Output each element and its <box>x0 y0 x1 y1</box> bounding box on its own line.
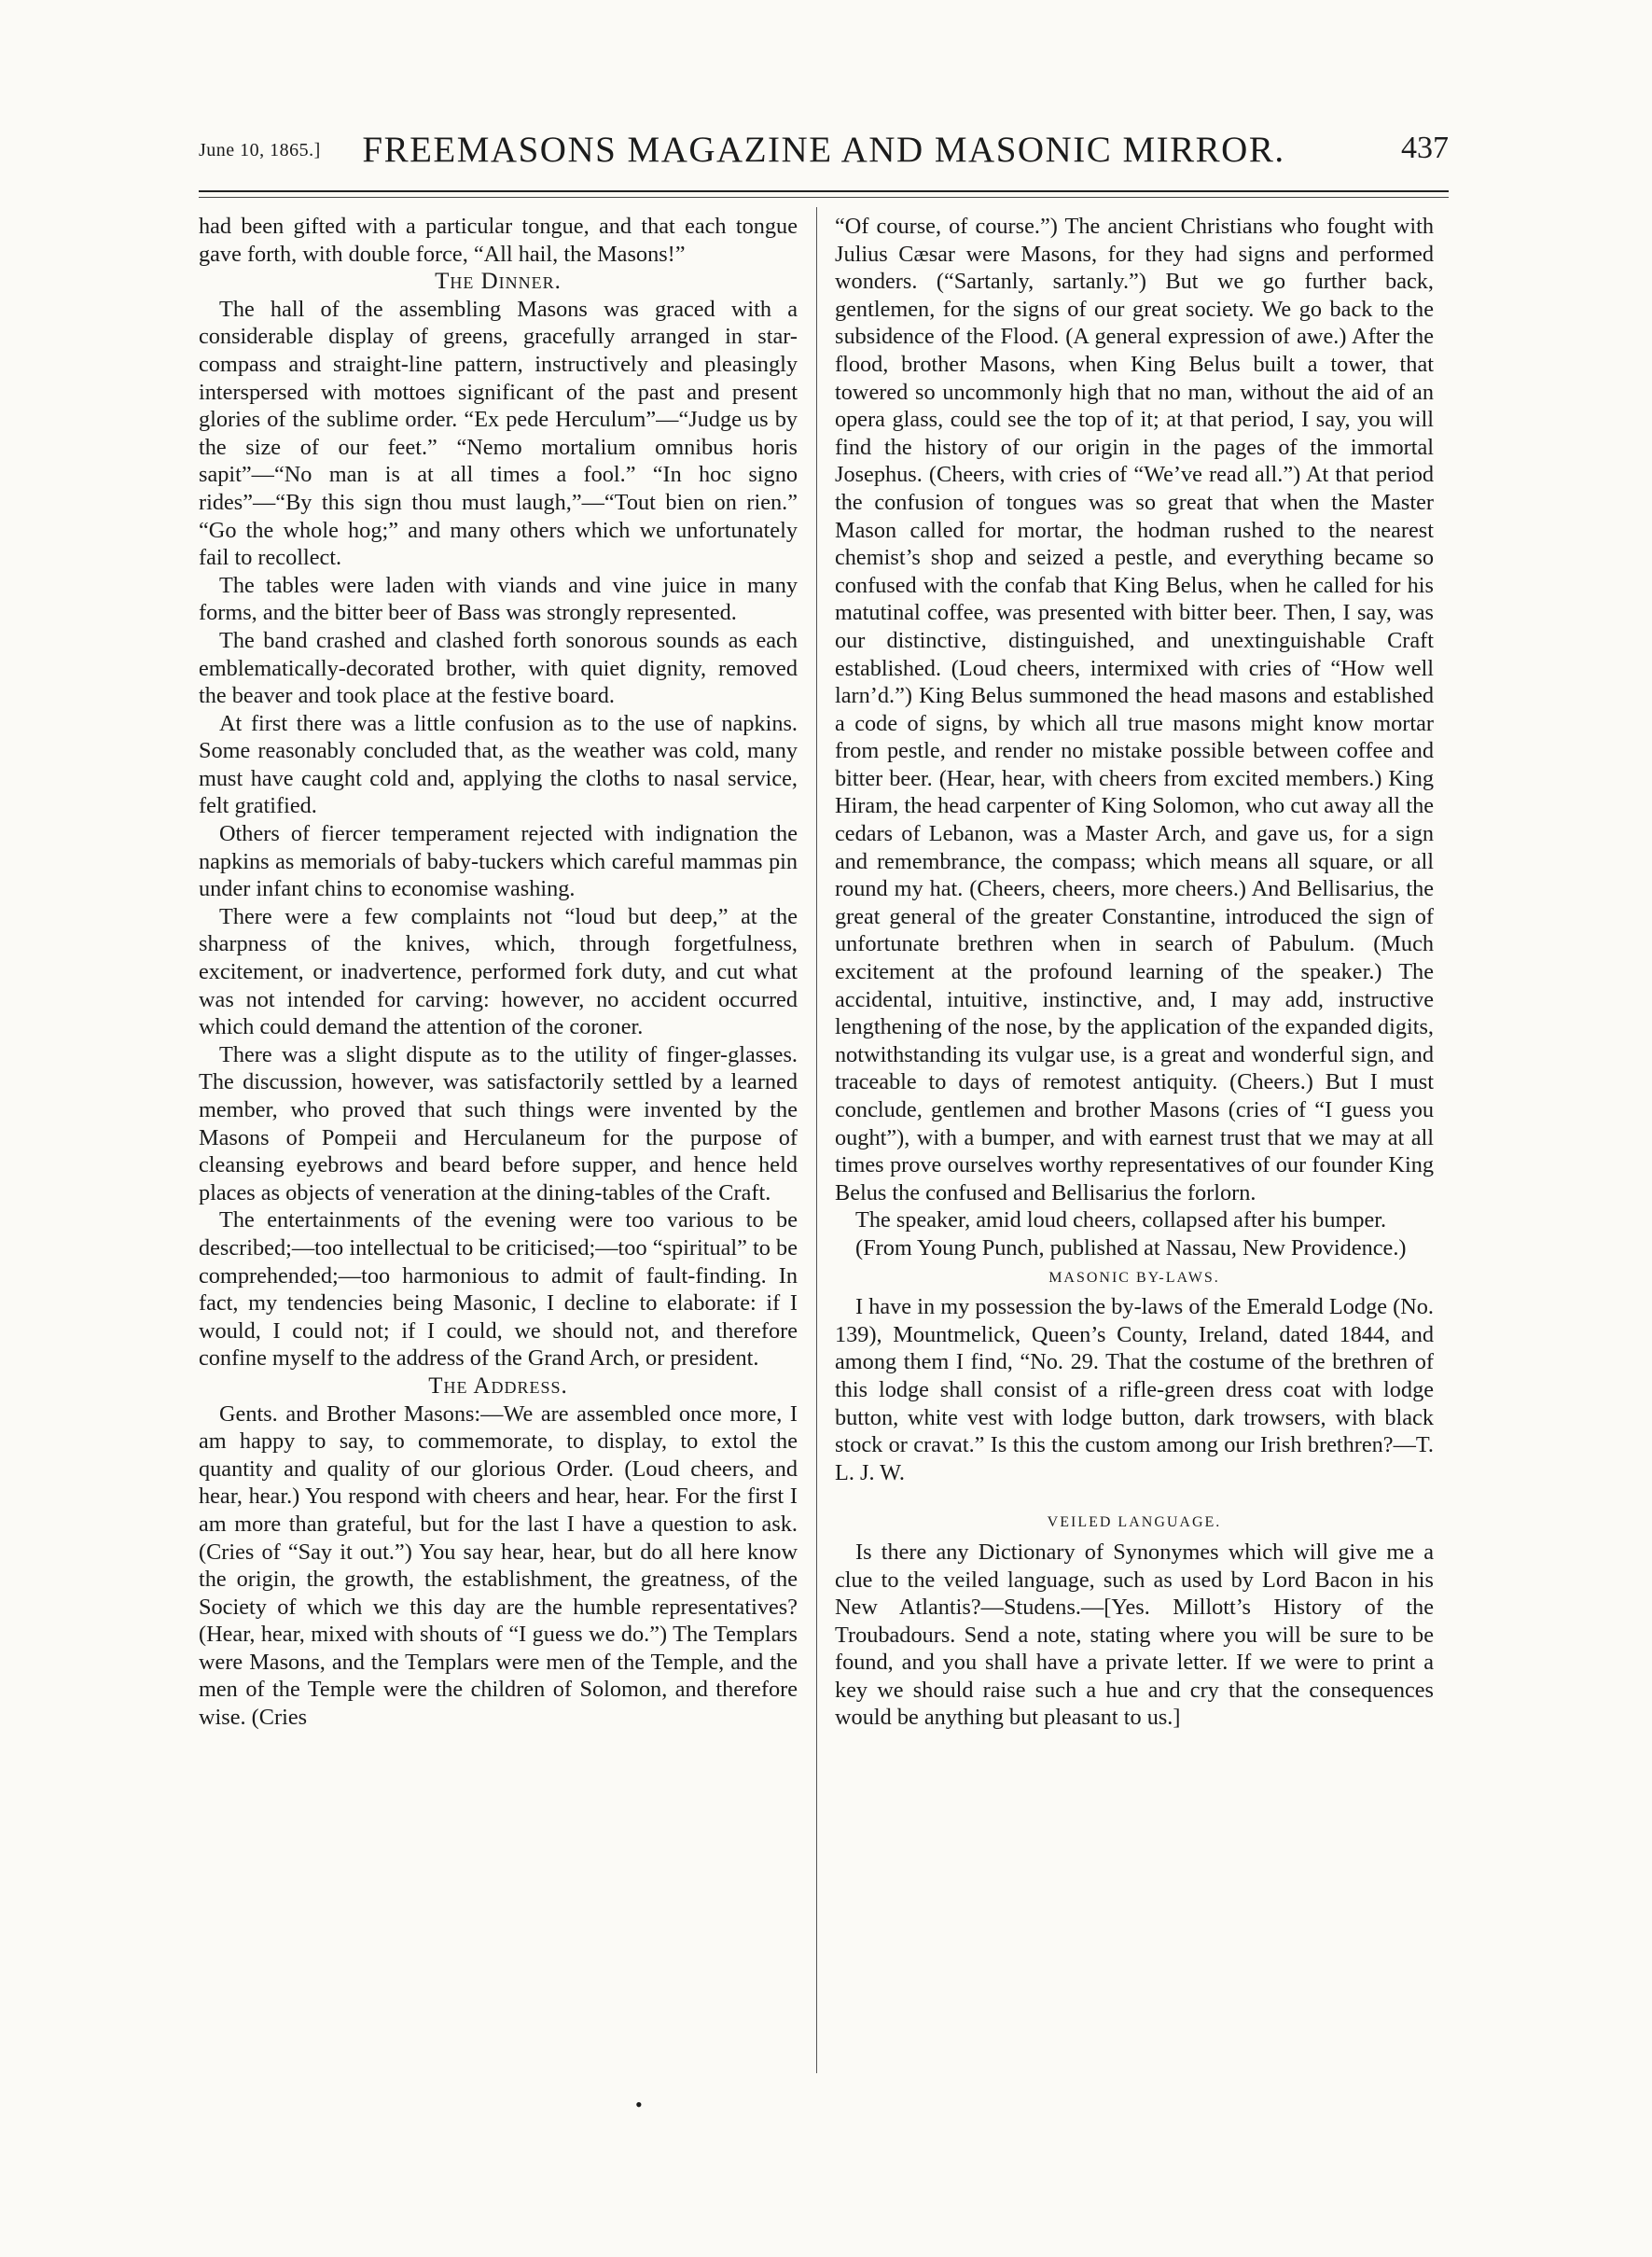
paragraph: At first there was a little confusion as to the use of napkins. Some reasonably concluded that, as the weather was cold, many must have caught cold and, applying the cloths to nasal service, felt gratified. <box>199 710 798 819</box>
footer-mark: • <box>635 2093 643 2116</box>
paragraph: “Of course, of course.”) The ancient Christians who fought with Julius Cæsar were Masons, for they had signs and performed wonders. (“Sartanly, sartanly.”) But we go further back, gentlemen, for the signs of our great society. We go back to the subsidence of the Flood. (A general expression of awe.) After the flood, brother Masons, when King Belus built a tower, that towered so uncommonly high that no man, without the aid of an opera glass, could see the top of it; at that period, I say, you will find the history of our origin in the pages of the immortal Josephus. (Cheers, with cries of “We’ve read all.”) At that period the confusion of tongues was so great that when the Master Mason called for mortar, the hodman rushed to the nearest chemist’s shop and seized a pestle, and everything became so confused with the confab that King Belus, when he called for his matutinal coffee, was presented with bitter beer. Then, I say, was our distinctive, distinguished, and unextinguishable Craft established. (Loud cheers, intermixed with cries of “How well larn’d.”) King Belus summoned the head masons and established a code of signs, by which all true masons might know mortar from pestle, and render no mistake possible between coffee and bitter beer. (Hear, hear, with cheers from excited members.) King Hiram, the head carpenter of King Solomon, who cut away all the cedars of Lebanon, was a Master Arch, and gave us, for a sign and remembrance, the compass; which means all square, or all round my hat. (Cheers, cheers, more cheers.) And Bellisarius, the great general of the greater Constantine, introduced the sign of unfortunate brethren when in search of Pabulum. (Much excitement at the profound learning of the speaker.) The accidental, intuitive, instinctive, and, I may add, instructive lengthening of the nose, by the application of the expanded digits, notwithstanding its vulgar use, is a great and wonderful sign, and traceable to days of remotest antiquity. (Cheers.) But I must conclude, gentlemen and brother Masons (cries of “I guess you ought”), with a bumper, and with earnest trust that we may at all times prove ourselves worthy representatives of our founder King Belus the confused and Bellisarius the forlorn. <box>835 214 1434 1205</box>
section-gap <box>835 1486 1434 1507</box>
left-column <box>199 213 798 1732</box>
section-heading-bylaws: MASONIC BY-LAWS. <box>1048 1269 1220 1286</box>
section-heading-veiled: VEILED LANGUAGE. <box>1047 1514 1222 1531</box>
section-heading-address: The Address. <box>428 1372 568 1399</box>
page-number: 437 <box>1401 131 1449 165</box>
magazine-title: FREEMASONS MAGAZINE AND MASONIC MIRROR. <box>362 130 1285 170</box>
right-column <box>835 213 1434 1732</box>
paragraph: The entertainments of the evening were too various to be described;—too intellectual to be criticised;—too “spiritual” to be comprehended;—too harmonious to admit of fault-finding. In fact, my tendencies being Masonic, I decline to elaborate: if I would, I could not; if I could, we should not, and therefore confine myself to the address of the Grand Arch, or president. <box>199 1207 798 1372</box>
paragraph: There was a slight dispute as to the utility of finger-glasses. The discussion, however, was satisfactorily settled by a learned member, who proved that such things were invented by the Masons of Pompeii and Herculaneum for the purpose of cleansing eyebrows and beard before supper, and hence held places as objects of veneration at the dining-tables of the Craft. <box>199 1041 798 1205</box>
paragraph: The tables were laden with viands and vine juice in many forms, and the bitter beer of Bass was strongly represented. <box>199 572 798 626</box>
paragraph: Is there any Dictionary of Synonymes which will give me a clue to the veiled language, such as used by Lord Bacon in his New Atlantis?—Studens.—[Yes. Millott’s History of the Troubadours. Send a note, stating where you will be sure to be found, and you shall have a private letter. If we were to print a key we should raise such a hue and cry that the consequences would be anything but pleasant to us.] <box>835 1539 1434 1731</box>
paragraph: I have in my possession the by-laws of the Emerald Lodge (No. 139), Mountmelick, Queen’s County, Ireland, dated 1844, and among them I find, “No. 29. That the costume of the brethren of this lodge shall consist of a rifle-green dress coat with lodge button, white vest with lodge button, dark trowsers, with black stock or cravat.” Is this the custom among our Irish brethren?—T. L. J. W. <box>835 1294 1434 1485</box>
paragraph: There were a few complaints not “loud but deep,” at the sharpness of the knives, which, through forgetfulness, excitement, or inadvertence, performed fork duty, and cut what was not intended for carving: however, no accident occurred which could demand the attention of the coroner. <box>199 903 798 1040</box>
header-rule-thin <box>199 197 1449 198</box>
paragraph: Gents. and Brother Masons:—We are assembled once more, I am happy to say, to commemorate, to display, to extol the quantity and quality of our glorious Order. (Loud cheers, and hear, hear.) You respond with cheers and hear, hear. For the first I am more than grateful, but for the last I have a question to ask. (Cries of “Say it out.”) You say hear, hear, but do all here know the origin, the growth, the establishment, the greatness, of the Society of which we this day are the humble representatives? (Hear, hear, mixed with shouts of “I guess we do.”) The Templars were Masons, and the Templars were men of the Temple, and the men of the Temple were the children of Solomon, and therefore wise. (Cries <box>199 1400 798 1731</box>
paragraph: The band crashed and clashed forth sonorous sounds as each emblematically-decorated brother, with quiet dignity, removed the beaver and took place at the festive board. <box>199 627 798 709</box>
source-note: (From Young Punch, published at Nassau, New Providence.) <box>855 1234 1407 1261</box>
issue-date: June 10, 1865.] <box>199 140 321 160</box>
page-header <box>199 129 1449 185</box>
paragraph: The speaker, amid loud cheers, collapsed after his bumper. <box>855 1207 1387 1233</box>
section-heading-dinner: The Dinner. <box>435 269 562 295</box>
column-divider <box>816 207 817 2073</box>
intro-paragraph: had been gifted with a particular tongue, and that each tongue gave forth, with double force, “All hail, the Masons!” <box>199 214 798 267</box>
paragraph: The hall of the assembling Masons was graced with a considerable display of greens, gracefully arranged in star-compass and straight-line pattern, instructively and pleasingly interspersed with mottoes significant of the past and present glories of the sublime order. “Ex pede Herculum”—“Judge us by the size of our feet.” “Nemo mortalium omnibus horis sapit”—“No man is at all times a fool.” “In hoc signo rides”—“By this sign thou must laugh,”—“Tout bien on rien.” “Go the whole hog;” and many others which we unfortunately fail to recollect. <box>199 296 798 571</box>
paragraph: Others of fiercer temperament rejected with indignation the napkins as memorials of baby-tuckers which careful mammas pin under infant chins to economise washing. <box>199 821 798 902</box>
header-rule <box>199 190 1449 192</box>
